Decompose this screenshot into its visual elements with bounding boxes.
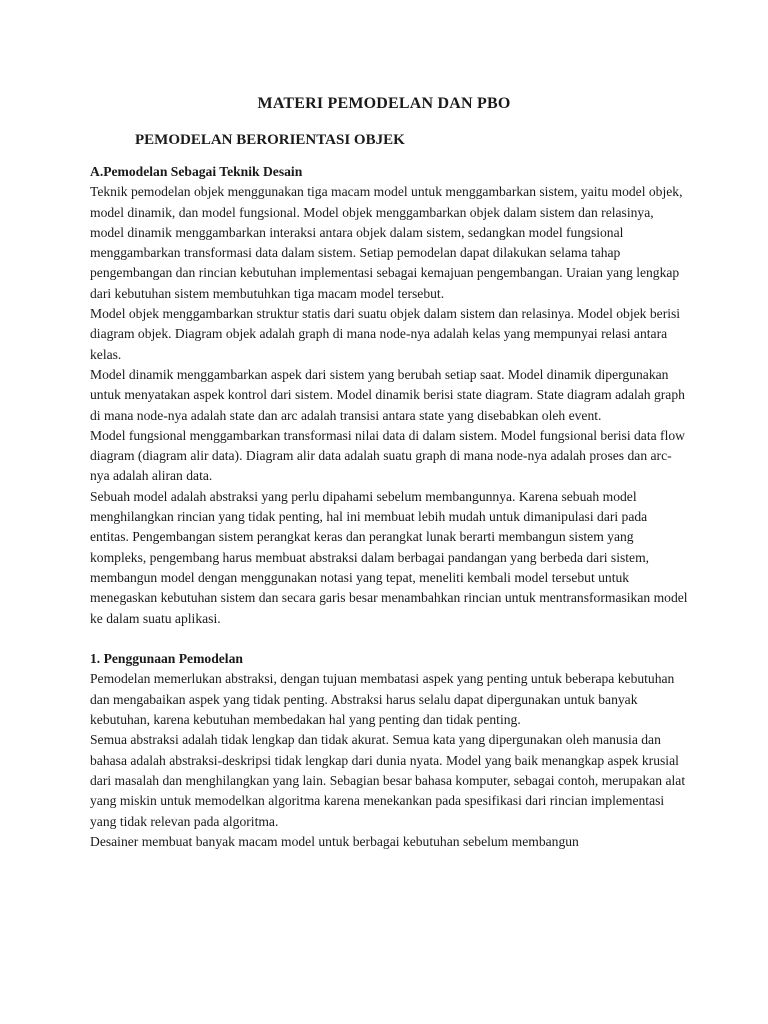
section-heading: 1. Penggunaan Pemodelan <box>90 651 243 667</box>
document-body <box>90 162 688 852</box>
section-a <box>90 162 688 629</box>
document-subtitle: PEMODELAN BERORIENTASI OBJEK <box>135 132 405 148</box>
document-title: MATERI PEMODELAN DAN PBO <box>257 95 511 112</box>
section-heading: A.Pemodelan Sebagai Teknik Desain <box>90 164 303 179</box>
paragraph: Model objek menggambarkan struktur statis dari suatu objek dalam sistem dan relasinya. Model objek berisi diagram objek. Diagram objek adalah graph di mana node-nya adalah kelas yang mempunyai relasi antara kelas. <box>90 306 681 362</box>
paragraph: Model dinamik menggambarkan aspek dari sistem yang berubah setiap saat. Model dinamik dipergunakan untuk menyatakan aspek kontrol dari sistem. Model dinamik berisi state diagram. State diagram adalah graph di mana node-nya adalah state dan arc adalah transisi antara state yang disebabkan oleh event. <box>90 366 685 423</box>
section-1 <box>90 649 688 852</box>
paragraph: Teknik pemodelan objek menggunakan tiga macam model untuk menggambarkan sistem, yaitu model objek, model dinamik, dan model fungsional. Model objek menggambarkan objek dalam sistem dan relasinya, model dinamik menggambarkan interaksi antara objek dalam sistem, sedangkan model fungsional menggambarkan transformasi data dalam sistem. Setiap pemodelan dapat dilakukan selama tahap pengembangan dan rincian kebutuhan implementasi sebagai kemajuan pengembangan. Uraian yang lengkap dari kebutuhan sistem membutuhkan tiga macam model tersebut. <box>90 184 683 301</box>
paragraph: Semua abstraksi adalah tidak lengkap dan tidak akurat. Semua kata yang dipergunakan oleh manusia dan bahasa adalah abstraksi-deskripsi tidak lengkap dari dunia nyata. Model yang baik menangkap aspek krusial dari masalah dan menghilangkan yang lain. Sebagian besar bahasa komputer, sebagai contoh, merupakan alat yang miskin untuk memodelkan algoritma karena menekankan pada spesifikasi dari rincian implementasi yang tidak relevan pada algoritma. <box>90 732 686 829</box>
paragraph: Model fungsional menggambarkan transformasi nilai data di dalam sistem. Model fungsional berisi data flow diagram (diagram alir data). Diagram alir data adalah suatu graph di mana node-nya adalah proses dan arc-nya adalah aliran data. <box>90 427 685 484</box>
paragraph: Sebuah model adalah abstraksi yang perlu dipahami sebelum membangunnya. Karena sebuah model menghilangkan rincian yang tidak penting, hal ini membuat lebih mudah untuk dimanipulasi dari pada entitas. Pengembangan sistem perangkat keras dan perangkat lunak berarti membangun sistem yang kompleks, pengembang harus membuat abstraksi dalam berbagai pandangan yang berbeda dari sistem, membangun model dengan menggunakan notasi yang tepat, meneliti kembali model tersebut untuk menegaskan kebutuhan sistem dan secara garis besar menambahkan rincian untuk mentransformasikan model ke dalam suatu aplikasi. <box>90 488 688 626</box>
paragraph: Pemodelan memerlukan abstraksi, dengan tujuan membatasi aspek yang penting untuk beberapa kebutuhan dan mengabaikan aspek yang tidak penting. Abstraksi harus selalu dapat dipergunakan untuk banyak kebutuhan, karena kebutuhan membedakan hal yang penting dan tidak penting. <box>90 671 675 728</box>
paragraph: Desainer membuat banyak macam model untuk berbagai kebutuhan sebelum membangun <box>90 833 579 849</box>
section-spacer <box>90 629 688 649</box>
